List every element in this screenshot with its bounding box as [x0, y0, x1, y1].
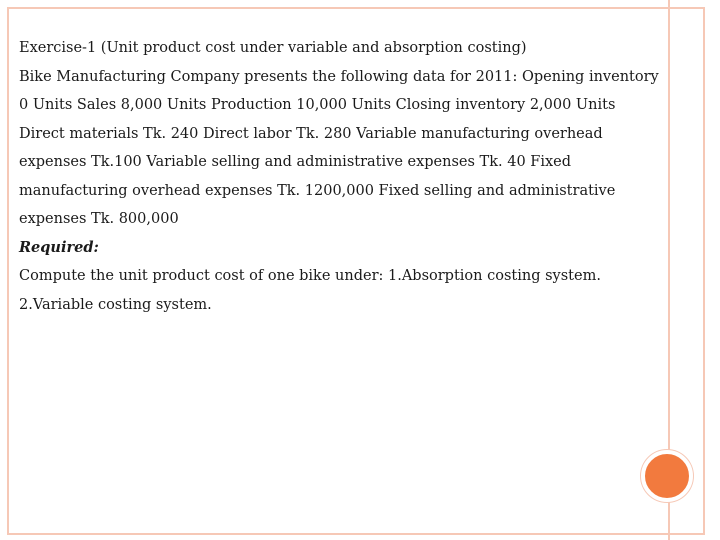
data-paragraph: Bike Manufacturing Company presents the following data for 2011: Opening inventory 0 Units Sales 8,000 Units Production 10,000 Units Closing inventory 2,000 Units Direct materials Tk. 240 Direct labor Tk. 280 Variable manufacturing overhead expenses Tk.100 Variable selling and administrative expenses Tk. 40 Fixed manufacturing overhead expenses Tk. 1200,000 Fixed selling and administrative expenses Tk. 800,000: [19, 68, 659, 227]
exercise-title: Exercise-1 (Unit product cost under variable and absorption costing): [19, 40, 527, 56]
required-heading: Required:: [19, 238, 99, 256]
question-text: Compute the unit product cost of one bike under: 1.Absorption costing system. 2.Variable costing system.: [19, 268, 601, 313]
slide-content: [19, 34, 664, 319]
orange-circle-decoration: [641, 450, 693, 502]
